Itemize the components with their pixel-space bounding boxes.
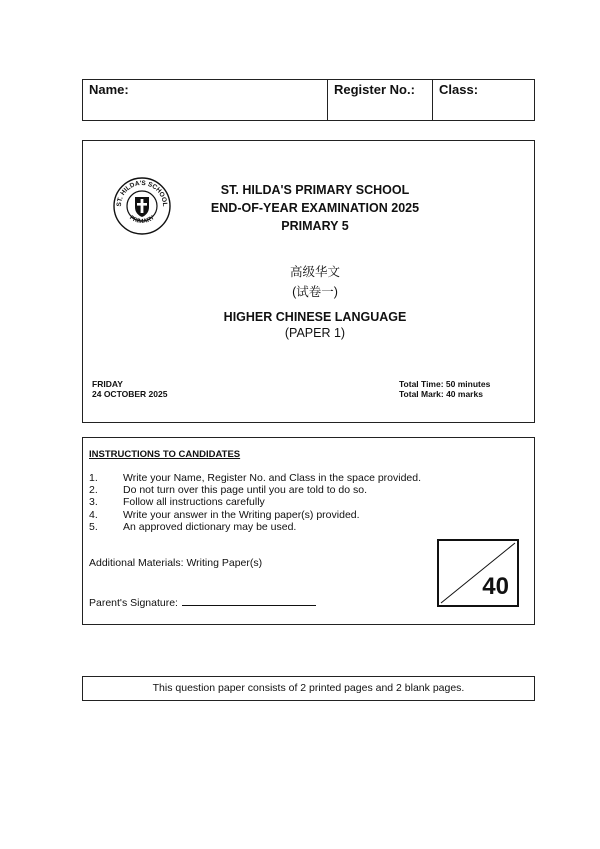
additional-materials: Additional Materials: Writing Paper(s) xyxy=(89,557,263,569)
instructions-title: INSTRUCTIONS TO CANDIDATES xyxy=(89,449,241,460)
paper-number: (PAPER 1) xyxy=(284,326,346,340)
instruction-number: 2. xyxy=(89,484,98,496)
instruction-number: 5. xyxy=(89,521,98,533)
register-number-field[interactable] xyxy=(328,80,433,120)
instruction-number: 1. xyxy=(89,472,98,484)
instruction-text: Do not turn over this page until you are told to do so. xyxy=(123,484,367,496)
crest-top-text: ST. HILDA'S SCHOOL xyxy=(115,179,169,207)
instruction-number: 3. xyxy=(89,496,98,508)
exam-day: FRIDAY xyxy=(92,379,123,389)
chinese-subject-title: 高级华文 xyxy=(289,265,340,279)
class-field[interactable] xyxy=(433,80,534,120)
parent-signature-line[interactable] xyxy=(182,595,316,606)
instruction-text: An approved dictionary may be used. xyxy=(123,521,297,533)
instruction-item xyxy=(89,484,367,496)
instruction-text: Write your answer in the Writing paper(s) provided. xyxy=(123,509,360,521)
class-label: Class: xyxy=(439,82,479,97)
instruction-number: 4. xyxy=(89,509,98,521)
instruction-text: Write your Name, Register No. and Class in the space provided. xyxy=(123,472,422,484)
total-mark-box xyxy=(437,539,519,607)
instruction-item xyxy=(89,472,421,484)
instruction-item xyxy=(89,521,296,533)
chinese-paper-number: (试卷一) xyxy=(292,285,338,299)
instruction-item xyxy=(89,496,265,508)
level-title: PRIMARY 5 xyxy=(281,219,349,233)
subject-title: HIGHER CHINESE LANGUAGE xyxy=(223,310,407,324)
parent-signature-row xyxy=(89,595,316,609)
exam-date: 24 OCTOBER 2025 xyxy=(92,389,168,399)
total-time: Total Time: 50 minutes xyxy=(399,379,491,389)
total-mark: Total Mark: 40 marks xyxy=(399,389,483,399)
crest-bottom-text: PRIMARY xyxy=(128,214,156,226)
instruction-text: Follow all instructions carefully xyxy=(123,496,265,508)
instruction-item xyxy=(89,509,360,521)
school-crest-icon xyxy=(112,176,172,236)
school-name: ST. HILDA'S PRIMARY SCHOOL xyxy=(220,183,410,197)
name-label: Name: xyxy=(89,82,129,97)
name-field[interactable] xyxy=(83,80,328,120)
total-mark-value: 40 xyxy=(482,573,509,600)
exam-title: END-OF-YEAR EXAMINATION 2025 xyxy=(210,201,420,215)
register-label: Register No.: xyxy=(334,82,415,97)
candidate-details-header xyxy=(82,79,535,121)
parent-signature-label: Parent's Signature: xyxy=(89,597,178,609)
page-count-note: This question paper consists of 2 printed pages and 2 blank pages. xyxy=(82,676,535,701)
